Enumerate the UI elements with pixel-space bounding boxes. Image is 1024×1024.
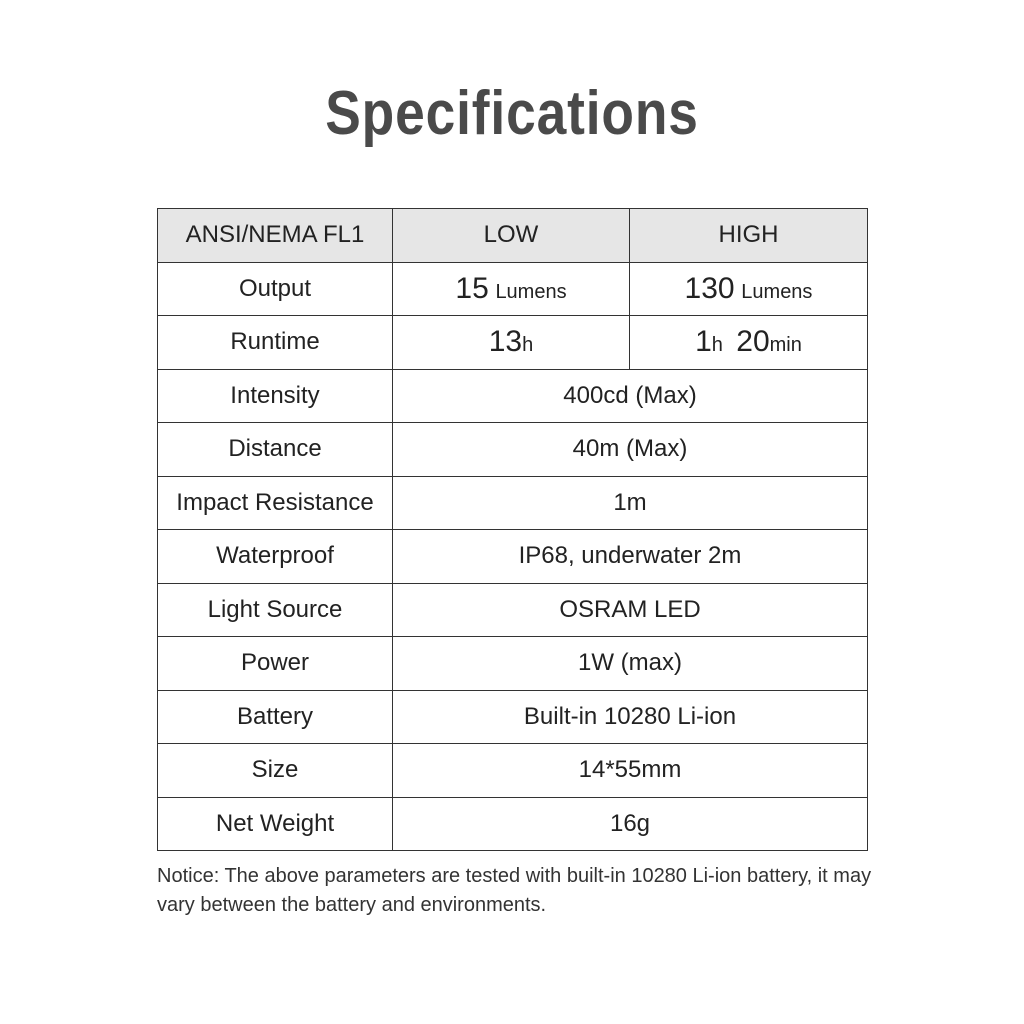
table-row-runtime: [158, 316, 868, 370]
output-low-cell: [393, 262, 630, 316]
runtime-low-cell: [393, 316, 630, 370]
row-value: 1m: [393, 476, 868, 530]
notice-text: Notice: The above parameters are tested with built-in 10280 Li-ion battery, it may vary between the battery and environments.: [157, 865, 872, 916]
table-row: [158, 744, 868, 798]
page-title: Specifications: [325, 79, 699, 148]
output-high-unit: Lumens: [741, 280, 813, 303]
row-value: 40m (Max): [393, 423, 868, 477]
runtime-high-cell: [630, 316, 868, 370]
output-high-cell: [630, 262, 868, 316]
row-value: 16g: [393, 797, 868, 851]
output-low-unit: Lumens: [495, 280, 567, 303]
runtime-low-unit: h: [522, 334, 534, 357]
table-row: [158, 369, 868, 423]
row-label: Waterproof: [158, 530, 393, 584]
row-value: 14*55mm: [393, 744, 868, 798]
row-value: IP68, underwater 2m: [393, 530, 868, 584]
row-label: Size: [158, 744, 393, 798]
header-standard: ANSI/NEMA FL1: [158, 209, 393, 263]
table-row: [158, 690, 868, 744]
row-label: Power: [158, 637, 393, 691]
table-row: [158, 423, 868, 477]
row-value: 400cd (Max): [393, 369, 868, 423]
table-row-output: [158, 262, 868, 316]
table-row: [158, 637, 868, 691]
row-value: 1W (max): [393, 637, 868, 691]
row-label: Distance: [158, 423, 393, 477]
table-row: [158, 476, 868, 530]
runtime-high-hours-unit: h: [711, 334, 723, 357]
row-label: Light Source: [158, 583, 393, 637]
table-row: [158, 583, 868, 637]
specifications-table: [157, 208, 868, 851]
row-label: Intensity: [158, 369, 393, 423]
header-high: HIGH: [630, 209, 868, 263]
runtime-high-minutes: 20: [736, 325, 770, 359]
output-high-value: 130: [684, 271, 735, 305]
row-label: Output: [158, 262, 393, 316]
runtime-low-value: 13: [488, 325, 523, 359]
row-label: Net Weight: [158, 797, 393, 851]
header-low: LOW: [393, 209, 630, 263]
runtime-high-minutes-unit: min: [769, 334, 802, 357]
row-label: Battery: [158, 690, 393, 744]
table-row: [158, 797, 868, 851]
output-low-value: 15: [455, 271, 489, 305]
row-value: Built-in 10280 Li-ion: [393, 690, 868, 744]
row-label: Runtime: [158, 316, 393, 370]
row-label: Impact Resistance: [158, 476, 393, 530]
table-row: [158, 530, 868, 584]
table-header-row: [158, 209, 868, 263]
runtime-high-hours: 1: [695, 325, 712, 359]
row-value: OSRAM LED: [393, 583, 868, 637]
